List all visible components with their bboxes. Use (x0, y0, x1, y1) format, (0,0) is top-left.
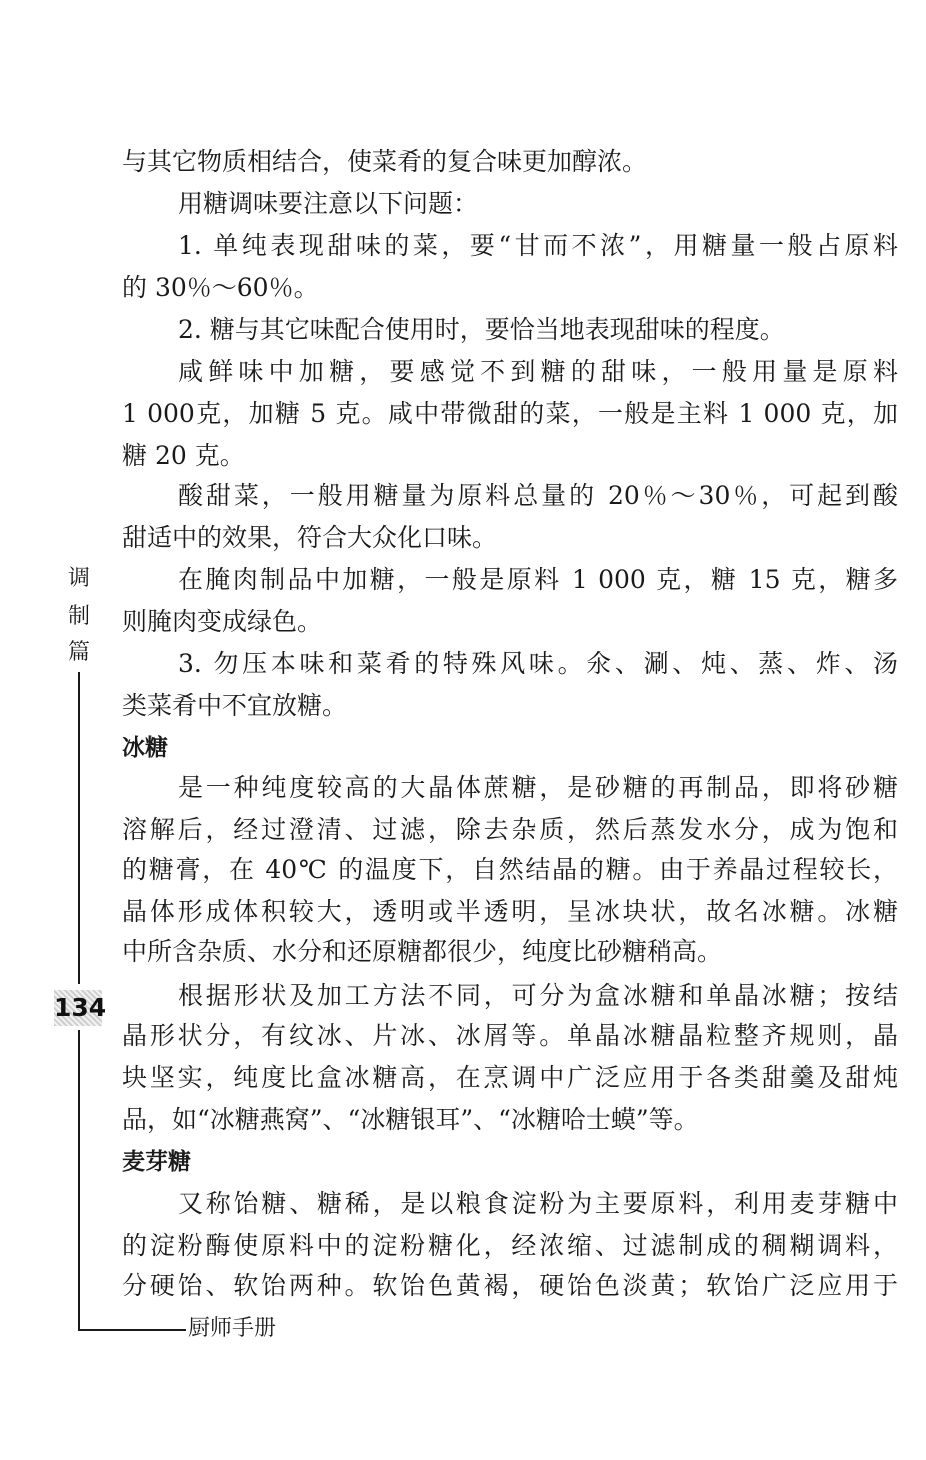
body-line: 中所含杂质、水分和还原糖都很少，纯度比砂糖稍高。 (122, 937, 723, 966)
body-line: 晶形状分，有纹冰、片冰、冰屑等。单晶冰糖晶粒整齐规则，晶 (122, 1021, 898, 1050)
body-line: 1 000克，加糖 5 克。咸中带微甜的菜，一般是主料 1 000 克，加 (122, 399, 898, 428)
margin-rule-lower (78, 1030, 80, 1330)
body-line: 的 30％～60％。 (122, 273, 319, 302)
body-line: 糖 20 克。 (122, 441, 245, 470)
body-line: 用糖调味要注意以下问题： (178, 189, 479, 218)
body-line: 在腌肉制品中加糖，一般是原料 1 000 克，糖 15 克，糖多 (178, 565, 898, 594)
body-line: 溶解后，经过澄清、过滤，除去杂质，然后蒸发水分，成为饱和 (122, 815, 898, 844)
body-line: 是一种纯度较高的大晶体蔗糖，是砂糖的再制品，即将砂糖 (178, 773, 898, 802)
side-label-char: 篇 (67, 640, 90, 665)
section-heading-maiyatang: 麦芽糖 (122, 1149, 191, 1175)
body-line: 又称饴糖、糖稀，是以粮食淀粉为主要原料，利用麦芽糖中 (178, 1189, 898, 1218)
body-line: 与其它物质相结合，使菜肴的复合味更加醇浓。 (122, 147, 648, 176)
margin-rule-upper (78, 672, 80, 984)
body-line: 的糖膏，在 40℃ 的温度下，自然结晶的糖。由于养晶过程较长， (122, 855, 898, 884)
body-line: 品，如“冰糖燕窝”、“冰糖银耳”、“冰糖哈士蟆”等。 (122, 1105, 699, 1134)
body-line: 根据形状及加工方法不同，可分为盒冰糖和单晶冰糖；按结 (178, 981, 898, 1010)
footer-rule (78, 1329, 186, 1331)
side-label-char: 调 (67, 566, 90, 591)
body-line: 酸甜菜，一般用糖量为原料总量的 20％～30％，可起到酸 (178, 481, 898, 510)
body-line: 则腌肉变成绿色。 (122, 607, 323, 636)
running-footer: 厨师手册 (188, 1316, 277, 1341)
section-heading-bingtang: 冰糖 (122, 735, 168, 761)
body-line: 晶体形成体积较大，透明或半透明，呈冰块状，故名冰糖。冰糖 (122, 897, 898, 926)
page-number: 134 (54, 990, 102, 1026)
side-label-char: 制 (67, 604, 90, 629)
body-line: 1. 单纯表现甜味的菜，要“甘而不浓”，用糖量一般占原料 (178, 231, 898, 260)
body-line: 的淀粉酶使原料中的淀粉糖化，经浓缩、过滤制成的稠糊调料， (122, 1231, 898, 1260)
body-line: 块坚实，纯度比盒冰糖高，在烹调中广泛应用于各类甜羹及甜炖 (122, 1063, 898, 1092)
body-line: 2. 糖与其它味配合使用时，要恰当地表现甜味的程度。 (178, 315, 785, 344)
body-line: 甜适中的效果，符合大众化口味。 (122, 523, 498, 552)
body-line: 咸鲜味中加糖，要感觉不到糖的甜味，一般用量是原料 (178, 357, 898, 386)
body-line: 类菜肴中不宜放糖。 (122, 691, 348, 720)
body-line: 3. 勿压本味和菜肴的特殊风味。氽、涮、炖、蒸、炸、汤 (178, 649, 898, 678)
body-line: 分硬饴、软饴两种。软饴色黄褐，硬饴色淡黄；软饴广泛应用于 (122, 1271, 898, 1300)
